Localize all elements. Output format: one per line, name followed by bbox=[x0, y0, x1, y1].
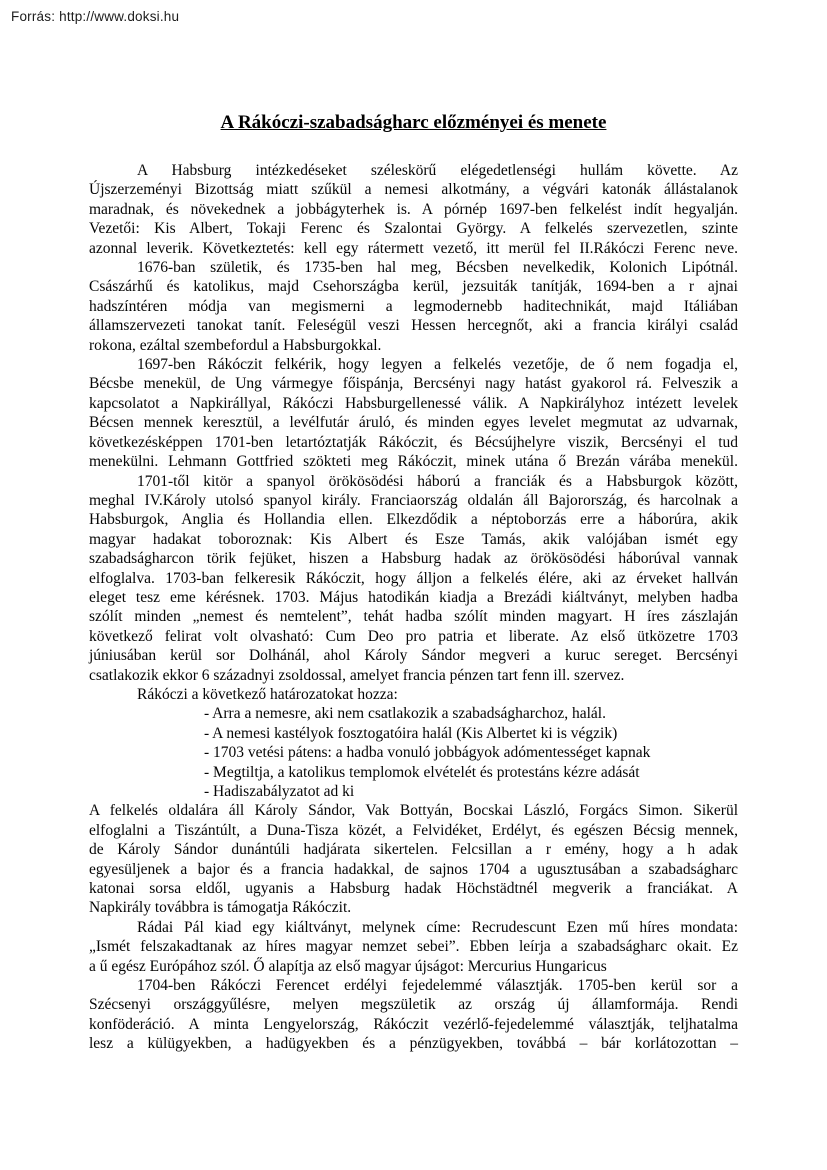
text-line: „Ismét felszakadtanak az híres magyar nemzet sebei”. Ebben leírja a szabadságharc okait. Ez bbox=[89, 938, 738, 956]
text-line: Vezetői: Kis Albert, Tokaji Ferenc és Szalontai György. A felkelés szervezetlen, szinte bbox=[89, 220, 738, 238]
decision-list bbox=[89, 704, 738, 801]
text-line: rokona, ezáltal szembefordul a Habsburgokkal. bbox=[89, 336, 382, 354]
text-line: júniusában kerül sor Dolhánál, ahol Károly Sándor megveri a kuruc sereget. Bercsényi bbox=[89, 647, 738, 665]
paragraph bbox=[89, 976, 738, 1054]
text-line: konföderáció. A minta Lengyelország, Rákóczit vezérlő-fejedelemmé választják, teljhatalma bbox=[89, 1015, 738, 1033]
list-item: - 1703 vetési pátens: a hadba vonuló jobbágyok adómentességet kapnak bbox=[204, 744, 651, 762]
paragraph bbox=[89, 258, 738, 355]
text-line: azonnal leverik. Következtetés: kell egy rátermett vezető, itt merül fel II.Rákóczi Ferenc neve. bbox=[89, 239, 738, 257]
document-title: A Rákóczi-szabadságharc előzményei és menete bbox=[220, 111, 607, 133]
text-line: 1697-ben Rákóczit felkérik, hogy legyen a felkelés vezetője, de ő nem fogadja el, bbox=[137, 356, 738, 374]
source-note: Forrás: http://www.doksi.hu bbox=[11, 9, 180, 24]
text-line: Napkirály továbbra is támogatja Rákóczit. bbox=[89, 899, 352, 917]
text-line: hadszíntéren módja van megismerni a legmodernebb haditechnikát, majd Itáliában bbox=[89, 297, 738, 315]
text-line: egyesüljenek a bajor és a francia hadakkal, de sajnos 1704 a ugusztusában a szabadságharc bbox=[89, 860, 738, 878]
paragraph bbox=[89, 801, 738, 917]
text-line: 1676-ban születik, és 1735-ben hal meg, Bécsben nevelkedik, Kolonich Lipótnál. bbox=[137, 259, 738, 277]
text-line: Újszerzeményi Bizottság miatt szűkül a nemesi alkotmány, a végvári katonák állástalanok bbox=[89, 181, 738, 199]
text-line: eleget tesz eme kérésnek. 1703. Május hatodikán kiadja a Brezádi kiáltványt, melyben hadba bbox=[89, 588, 738, 606]
text-line: Rákóczi a következő határozatokat hozza: bbox=[137, 685, 398, 703]
text-line: államszervezeti tanokat tanít. Feleségül veszi Hessen hercegnőt, aki a francia királyi család bbox=[89, 317, 738, 335]
text-line: Rádai Pál kiad egy kiáltványt, melynek címe: Recrudescunt Ezen mű híres mondata: bbox=[137, 918, 738, 936]
paragraph bbox=[89, 918, 738, 976]
text-line: szabadságharcon törik fejüket, hiszen a Habsburg hadak az örökösödési háborúval vannak bbox=[89, 550, 738, 568]
text-line: elfoglalni a Tiszántúlt, a Duna-Tisza közét, a Felvidéket, Erdélyt, és egészen Bécsig mennek, bbox=[89, 821, 738, 839]
list-item: - Megtiltja, a katolikus templomok elvételét és protestáns kézre adását bbox=[204, 763, 640, 781]
text-line: a ű egész Európához szól. Ő alapítja az első magyar újságot: Mercurius Hungaricus bbox=[89, 957, 607, 975]
text-line: következő felirat volt olvasható: Cum Deo pro patria et liberate. Az első ütközetre 1703 bbox=[89, 627, 738, 645]
text-line: maradnak, és növekednek a jobbágyterhek is. A pórnép 1697-ben felkelést indít hegyalján. bbox=[89, 200, 738, 218]
paragraph bbox=[89, 472, 738, 685]
paragraph bbox=[89, 685, 738, 704]
paragraph bbox=[89, 161, 738, 258]
text-line: elfoglalva. 1703-ban felkeresik Rákóczit, hogy álljon a felkelés élére, aki az érveket hallván bbox=[89, 569, 738, 587]
text-line: Császárhű és katolikus, majd Csehországba kerül, jezsuiták tanítják, 1694-ben a r ajnai bbox=[89, 278, 738, 296]
text-line: meghal IV.Károly utolsó spanyol király. Franciaország oldalán áll Bajorország, és harcolnak a bbox=[89, 491, 738, 509]
text-line: lesz a külügyekben, a hadügyekben és a pénzügyekben, továbbá – bár korlátozottan – bbox=[89, 1035, 738, 1053]
text-line: kapcsolatot a Napkirállyal, Rákóczi Habsburgellenessé válik. A Napkirályhoz intézett levelek bbox=[89, 394, 738, 412]
list-item: - Arra a nemesre, aki nem csatlakozik a szabadságharchoz, halál. bbox=[204, 705, 606, 723]
list-item: - Hadiszabályzatot ad ki bbox=[204, 783, 355, 800]
paragraph bbox=[89, 355, 738, 471]
text-line: Bécsbe menekül, de Ung vármegye főispánja, Bercsényi nagy hatást gyakorol rá. Felveszik a bbox=[89, 375, 738, 393]
text-line: Szécsenyi országgyűlésre, melyen megszületik az ország új államformája. Rendi bbox=[89, 996, 738, 1014]
text-line: de Károly Sándor dunántúli hadjárata sikertelen. Felcsillan a r emény, hogy a h adak bbox=[89, 841, 738, 859]
text-line: A Habsburg intézkedéseket széleskörű elégedetlenségi hullám követte. Az bbox=[137, 162, 738, 179]
text-line: Habsburgok, Anglia és Hollandia ellen. Elkezdődik a néptoborzás erre a háborúra, akik bbox=[89, 511, 738, 529]
text-line: katonai sorsa eldől, ugyanis a Habsburg hadak Höchstädtnél megverik a franciákat. A bbox=[89, 880, 738, 898]
text-line: 1704-ben Rákóczi Ferencet erdélyi fejedelemmé választják. 1705-ben kerül sor a bbox=[137, 977, 738, 995]
text-line: következésképpen 1701-ben letartóztatják Rákóczit, és Bécsújhelyre viszik, Bercsényi el tud bbox=[89, 433, 738, 451]
text-line: csatlakozik ekkor 6 századnyi zsoldossal, amelyet francia pénzen tart fenn ill. szervez. bbox=[89, 666, 625, 684]
list-item: - A nemesi kastélyok fosztogatóira halál (Kis Albertet ki is végzik) bbox=[204, 724, 618, 742]
text-line: A felkelés oldalára áll Károly Sándor, Vak Bottyán, Bocskai László, Forgács Simon. Sikerül bbox=[89, 802, 738, 820]
text-body bbox=[89, 161, 738, 1054]
text-line: 1701-től kitör a spanyol örökösödési háború a franciák és a Habsburgok között, bbox=[137, 472, 738, 490]
text-line: magyar hadakat toboroznak: Kis Albert és Esze Tamás, akik valójában ismét egy bbox=[89, 530, 738, 548]
text-line: Bécsen mennek keresztül, a levélfutár áruló, és minden egyes levelet megmutat az udvarnak, bbox=[89, 414, 738, 432]
text-line: menekülni. Lehmann Gottfried szökteti meg Rákóczit, minek utána ő Brezán várába menekül. bbox=[89, 453, 738, 471]
text-line: szólít minden „nemest és nemtelent”, tehát hadba szólít minden magyart. H íres zászlaján bbox=[89, 608, 738, 626]
